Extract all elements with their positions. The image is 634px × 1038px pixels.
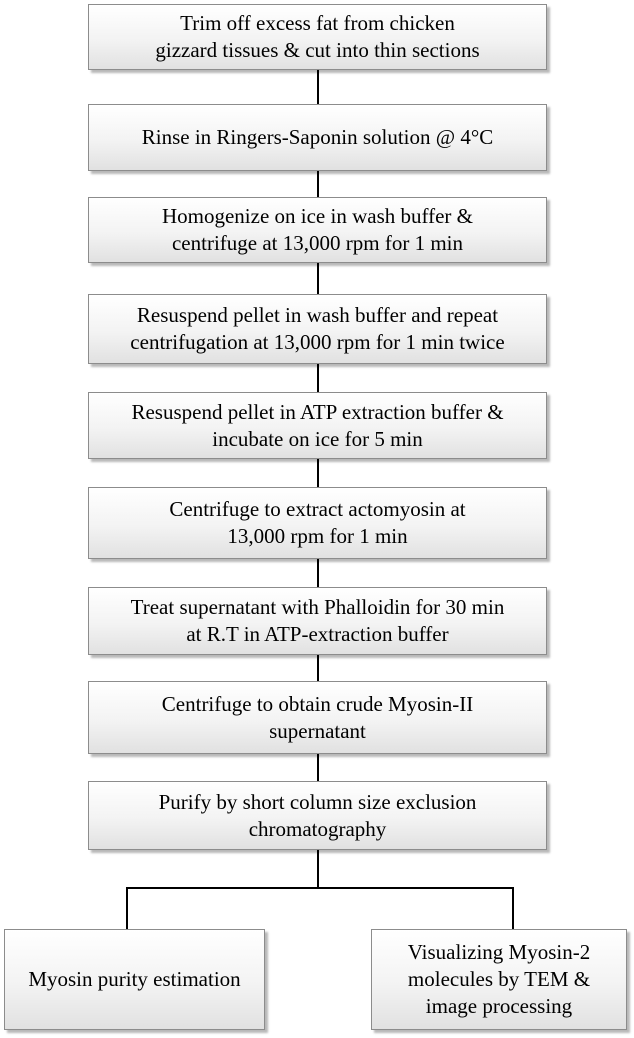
- step-2-box: Rinse in Ringers-Saponin solution @ 4°C: [88, 104, 547, 171]
- step-3-box: Homogenize on ice in wash buffer & centrifuge at 13,000 rpm for 1 min: [88, 197, 547, 263]
- step-4-box: Resuspend pellet in wash buffer and repeat centrifugation at 13,000 rpm for 1 min twice: [88, 294, 547, 364]
- connector-6-7: [317, 559, 319, 587]
- outcome-purity-box: Myosin purity estimation: [4, 929, 265, 1030]
- branch-right-drop: [512, 887, 514, 929]
- connector-8-9: [317, 754, 319, 781]
- connector-2-3: [317, 171, 319, 197]
- connector-5-6: [317, 459, 319, 487]
- connector-7-8: [317, 655, 319, 681]
- step-5-box: Resuspend pellet in ATP extraction buffer & incubate on ice for 5 min: [88, 392, 547, 459]
- step-8-box: Centrifuge to obtain crude Myosin-II supernatant: [88, 681, 547, 754]
- step-1-box: Trim off excess fat from chicken gizzard tissues & cut into thin sections: [88, 4, 547, 70]
- connector-4-5: [317, 364, 319, 392]
- step-9-box: Purify by short column size exclusion chromatography: [88, 781, 547, 850]
- connector-3-4: [317, 263, 319, 294]
- step-7-box: Treat supernatant with Phalloidin for 30 min at R.T in ATP-extraction buffer: [88, 587, 547, 655]
- branch-left-drop: [126, 887, 128, 929]
- outcome-tem-box: Visualizing Myosin-2 molecules by TEM & image processing: [371, 929, 627, 1030]
- connector-1-2: [317, 70, 319, 104]
- step-6-box: Centrifuge to extract actomyosin at 13,000 rpm for 1 min: [88, 487, 547, 559]
- branch-stem: [317, 850, 319, 888]
- branch-bar: [126, 887, 514, 889]
